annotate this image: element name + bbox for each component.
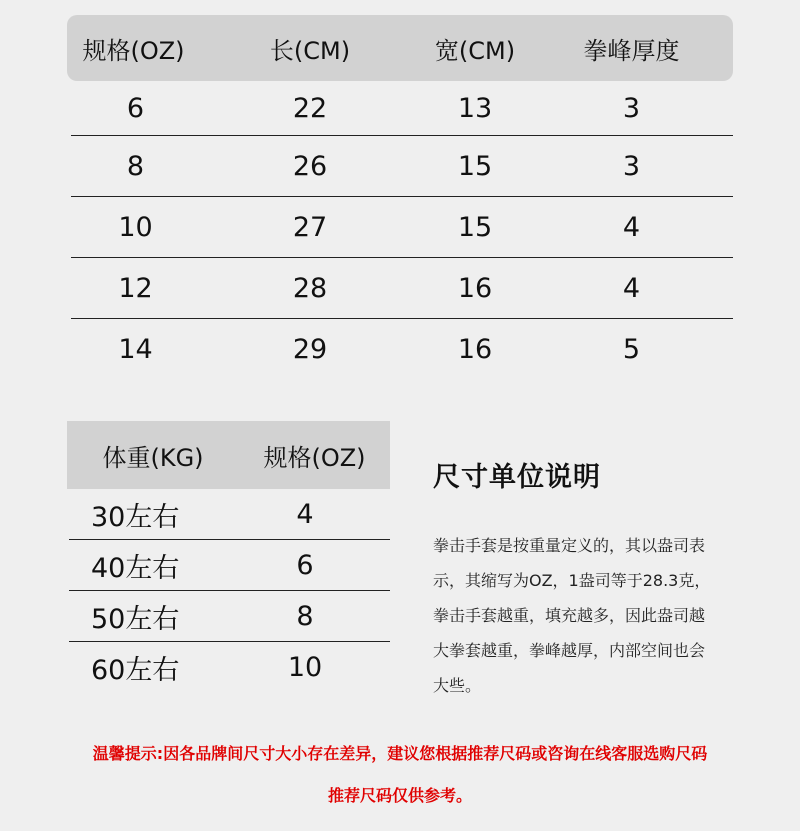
table-row — [71, 197, 733, 258]
table-row — [71, 81, 733, 136]
cell-size: 8 — [126, 150, 145, 182]
description-line: 大拳套越重，拳峰越厚，内部空间也会 — [433, 641, 706, 660]
cell-size: 8 — [296, 600, 314, 632]
description-line: 示，其缩写为OZ，1盎司等于28.3克， — [433, 571, 711, 590]
cell-size: 10 — [118, 211, 153, 243]
cell-length: 28 — [292, 272, 328, 304]
description-title: 尺寸单位说明 — [433, 462, 601, 493]
cell-size: 6 — [126, 92, 145, 124]
cell-size: 4 — [296, 498, 314, 530]
cell-thickness: 4 — [622, 272, 641, 304]
cell-size: 14 — [118, 333, 153, 365]
cell-thickness: 3 — [622, 150, 641, 182]
description-line: 拳击手套是按重量定义的，其以盎司表 — [433, 536, 706, 555]
cell-weight: 60左右 — [91, 654, 180, 686]
table-row — [71, 319, 733, 379]
size-notice — [0, 744, 800, 806]
cell-size: 12 — [118, 272, 153, 304]
header-weight: 体重(KG) — [102, 443, 204, 472]
weight-table — [67, 421, 390, 692]
cell-thickness: 5 — [622, 333, 641, 365]
header-width: 宽(CM) — [434, 36, 516, 65]
notice-line: 推荐尺码仅供参考。 — [327, 786, 472, 805]
cell-length: 27 — [292, 211, 328, 243]
table-row — [71, 258, 733, 319]
table-row — [69, 642, 390, 692]
cell-length: 29 — [292, 333, 328, 365]
table-row — [69, 591, 390, 642]
header-knuckle-thickness: 拳峰厚度 — [583, 36, 680, 65]
table-row — [69, 489, 390, 540]
cell-width: 15 — [457, 211, 493, 243]
cell-width: 15 — [457, 150, 493, 182]
size-table-header — [67, 15, 733, 81]
weight-table-header — [67, 421, 390, 489]
cell-thickness: 4 — [622, 211, 641, 243]
cell-length: 22 — [292, 92, 328, 124]
table-row — [71, 136, 733, 197]
notice-line: 温馨提示:因各品牌间尺寸大小存在差异，建议您根据推荐尺码或咨询在线客服选购尺码 — [92, 744, 708, 763]
cell-size: 6 — [296, 549, 314, 581]
table-row — [69, 540, 390, 591]
description-line: 大些。 — [433, 676, 482, 695]
size-table — [67, 15, 733, 379]
cell-size: 10 — [287, 651, 323, 683]
header-size: 规格(OZ) — [82, 36, 185, 65]
description-line: 拳击手套越重，填充越多，因此盎司越 — [433, 606, 706, 625]
cell-weight: 50左右 — [91, 603, 180, 635]
cell-weight: 40左右 — [91, 552, 180, 584]
header-length: 长(CM) — [269, 36, 351, 65]
cell-width: 13 — [457, 92, 493, 124]
header-size: 规格(OZ) — [263, 443, 366, 472]
cell-width: 16 — [457, 333, 493, 365]
cell-weight: 30左右 — [91, 501, 180, 533]
cell-length: 26 — [292, 150, 328, 182]
size-unit-description — [433, 455, 763, 703]
cell-thickness: 3 — [622, 92, 641, 124]
cell-width: 16 — [457, 272, 493, 304]
